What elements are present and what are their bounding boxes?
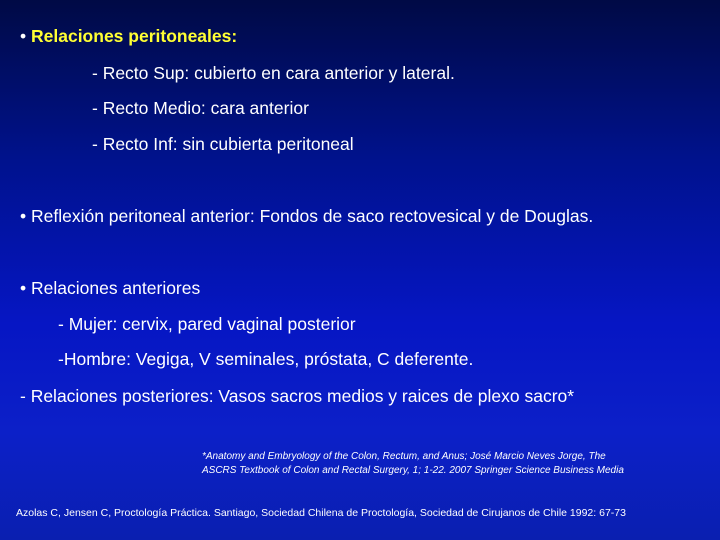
bullet-recto-inf: - Recto Inf: sin cubierta peritoneal xyxy=(92,134,354,154)
bullet-hombre: -Hombre: Vegiga, V seminales, próstata, C deferente. xyxy=(58,349,474,369)
reference-line-2: ASCRS Textbook of Colon and Rectal Surgery, 1; 1-22. 2007 Springer Science Business Media xyxy=(202,465,624,476)
heading-title: Relaciones peritoneales: xyxy=(31,26,238,46)
bullet-relaciones-posteriores: - Relaciones posteriores: Vasos sacros medios y raices de plexo sacro* xyxy=(20,386,575,406)
bullet-recto-sup: - Recto Sup: cubierto en cara anterior y lateral. xyxy=(92,63,455,83)
bullet-relaciones-anteriores: • Relaciones anteriores xyxy=(20,278,201,298)
bullet-reflexion: • Reflexión peritoneal anterior: Fondos de saco rectovesical y de Douglas. xyxy=(20,206,594,226)
heading-peritoneal-relations xyxy=(20,25,237,47)
bullet-recto-medio: - Recto Medio: cara anterior xyxy=(92,98,309,118)
footer-citation: Azolas C, Jensen C, Proctología Práctica. Santiago, Sociedad Chilena de Proctología, Sociedad de Cirujanos de Chile 1992: 67-73 xyxy=(16,507,626,519)
bullet-mujer: - Mujer: cervix, pared vaginal posterior xyxy=(58,314,356,334)
bullet: • xyxy=(20,26,31,46)
reference-line-1: *Anatomy and Embryology of the Colon, Rectum, and Anus; José Marcio Neves Jorge, The xyxy=(202,451,606,462)
